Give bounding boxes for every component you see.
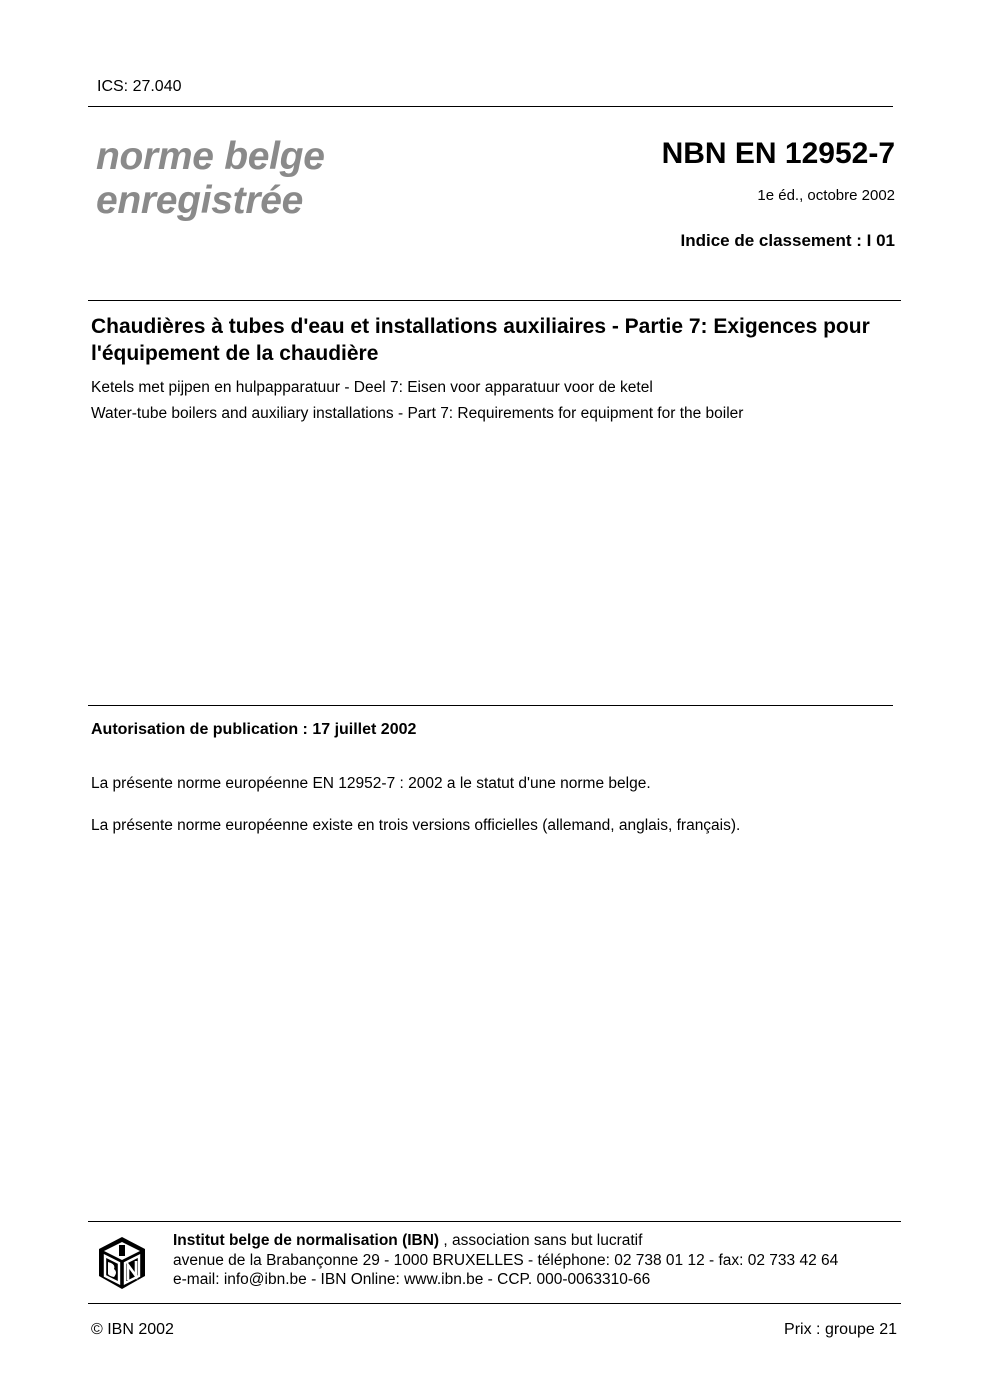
institute-contact: e-mail: info@ibn.be - IBN Online: www.ibn.be - CCP. 000-0063310-66 [173,1271,651,1288]
brand-line-1: norme belge [96,135,325,178]
institute-line [173,1231,838,1251]
title-rule [88,300,901,301]
institute-name: Institut belge de normalisation (IBN) [173,1232,440,1249]
classification-index: Indice de classement : I 01 [680,231,895,250]
standard-code: NBN EN 12952-7 [661,137,895,170]
title-english: Water-tube boilers and auxiliary installations - Part 7: Requirements for equipment for the boiler [91,405,744,422]
institute-type: , association sans but lucratif [439,1232,643,1249]
brand-line-2: enregistrée [96,179,303,222]
versions-paragraph: La présente norme européenne existe en trois versions officielles (allemand, anglais, français). [91,817,741,834]
status-paragraph: La présente norme européenne EN 12952-7 : 2002 a le statut d'une norme belge. [91,775,651,792]
ics-code: ICS: 27.040 [97,78,182,95]
publication-rule [88,705,893,706]
title-french: Chaudières à tubes d'eau et installations auxiliaires - Partie 7: Exigences pour l'équipement de la chaudière [91,315,870,365]
footer-rule [88,1221,901,1222]
title-dutch: Ketels met pijpen en hulpapparatuur - Deel 7: Eisen voor apparatuur voor de ketel [91,379,653,396]
ibn-logo-icon [97,1236,147,1290]
institute-address: avenue de la Brabançonne 29 - 1000 BRUXELLES - téléphone: 02 738 01 12 - fax: 02 733 42 64 [173,1251,839,1269]
copyright: © IBN 2002 [91,1321,174,1338]
institute-block [173,1231,838,1290]
brand-title [96,135,325,223]
header-rule [88,106,893,107]
price-group: Prix : groupe 21 [784,1321,897,1338]
bottom-rule [88,1303,901,1304]
edition-date: 1e éd., octobre 2002 [757,187,895,204]
publication-authorisation: Autorisation de publication : 17 juillet 2002 [91,721,417,738]
